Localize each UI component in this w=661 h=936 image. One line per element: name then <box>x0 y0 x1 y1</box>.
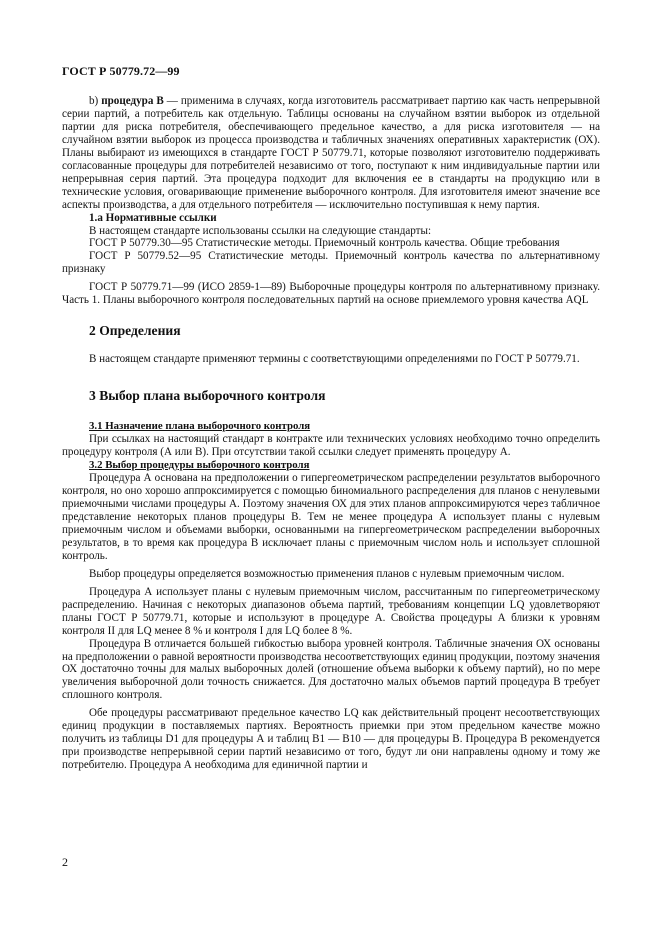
normative-refs-intro: В настоящем стандарте использованы ссылки на следующие стандарты: <box>89 224 432 237</box>
paragraph-procedure-b <box>62 95 600 212</box>
procedure-b-term: процедура В <box>101 95 164 107</box>
normative-refs-heading: 1.а Нормативные ссылки <box>89 211 217 224</box>
list-marker-b: b) <box>89 95 102 107</box>
subsection-3-1-text: При ссылках на настоящий стандарт в контракте или технических условиях необходимо точно определить процедуру контроля (А или В). При отсутствии такой ссылки следует применять процедуру А. <box>62 433 600 459</box>
subsection-3-2-paragraph: Процедура В отличается большей гибкостью выбора уровней контроля. Табличные значения ОХ основаны на предположении о равной вероятности производства несоответствующих единиц продукции, поэтому значения ОХ достаточно точны для малых выборочных долей (отношение объема выборки к объему партий), но по мере увеличения выборочной доли точность снижается. Для достаточно малых объемов партий процедура В требует сплошного контроля. <box>62 637 600 702</box>
section-3-title: 3 Выбор плана выборочного контроля <box>89 388 326 404</box>
subsection-3-2-paragraph: Обе процедуры рассматривают предельное качество LQ как действительный процент несоответствующих единиц продукции в поставляемых партиях. Вероятность приемки при этом предельном качестве можно получить из таблицы D1 для процедуры А и таблиц B1 — B10 — для процедуры B. Процедура В рекомендуется при производстве непрерывной серии партий независимо от того, будут ли они направлены одному и тому же потребителю. Процедура А необходима для единичной партии и <box>62 707 600 772</box>
section-2-text: В настоящем стандарте применяют термины с соответствующими определениями по ГОСТ Р 50779.71. <box>89 353 580 366</box>
document-header: ГОСТ Р 50779.72—99 <box>62 64 180 78</box>
document-body <box>62 95 600 772</box>
section-2-title: 2 Определения <box>89 323 181 339</box>
normative-ref-item: ГОСТ Р 50779.52—95 Статистические методы. Приемочный контроль качества по альтернативному признаку <box>62 250 600 276</box>
subsection-3-2-paragraph: Выбор процедуры определяется возможностью применения планов с нулевым приемочным числом. <box>89 567 565 580</box>
subsection-3-1-title: 3.1 Назначение плана выборочного контроля <box>89 420 311 433</box>
subsection-3-2-paragraph: Процедура А использует планы с нулевым приемочным числом, рассчитанным по гипергеометрическому распределению. Начиная с некоторых диапазонов объема партий, требованиям концепции LQ удовлетворяют планы ГОСТ Р 50779.71, которые и используют в процедуре А. Свойства процедуры А близки к уровням контроля II для LQ менее 8 % и контроля I для LQ более 8 %. <box>62 585 600 637</box>
normative-ref-item: ГОСТ Р 50779.71—99 (ИСО 2859-1—89) Выборочные процедуры контроля по альтернативному признаку. Часть 1. Планы выборочного контроля последовательных партий на основе приемлемого уровня качества AQL <box>62 281 600 307</box>
subsection-3-2-paragraph: Процедура А основана на предположении о гипергеометрическом распределении результатов выборочного контроля, но оно хорошо аппроксимируется с помощью биномиального распределения для планов с ненулевыми приемочными числами процедуры А. Поэтому значения ОХ для этих планов аппроксимируются через табличное представление некоторых планов процедуры В. Тем не менее процедура А использует планы с нулевым приемочным числом и объемами выборки, основанными на гипергеометрическом распределении выборочных результатов, в то время как процедура В исключает планы с приемочным числом ноль и использует сплошной контроль. <box>62 472 600 562</box>
page-number: 2 <box>62 855 68 869</box>
normative-ref-item: ГОСТ Р 50779.30—95 Статистические методы. Приемочный контроль качества. Общие требования <box>89 237 560 250</box>
subsection-3-2-title: 3.2 Выбор процедуры выборочного контроля <box>89 459 310 472</box>
procedure-b-text: — применима в случаях, когда изготовитель рассматривает партию как часть непрерывной серии партий, а потребитель как отдельную. Таблицы основаны на случайном взятии выборок из отдельной партии для риска потребителя, обеспечивающего предельное качество, а для риска изготовителя — на случайном взятии выборок из процесса производства и табличных значениях оперативных характеристик (ОХ). Планы выбирают из имеющихся в стандарте ГОСТ Р 50779.71, которые позволяют изготовителю поддерживать согласованные процедуры для потребителей независимо от того, поступают к ним индивидуальные партии или непрерывная серия партий. Эта процедура подходит для включения ее в стандарты на продукцию или в технические условия, оговаривающие применение выборочного контроля. Для изготовителя имеют значение все аспекты производства, а для отдельного потребителя — исключительно поступившая к нему партия. <box>62 95 601 211</box>
